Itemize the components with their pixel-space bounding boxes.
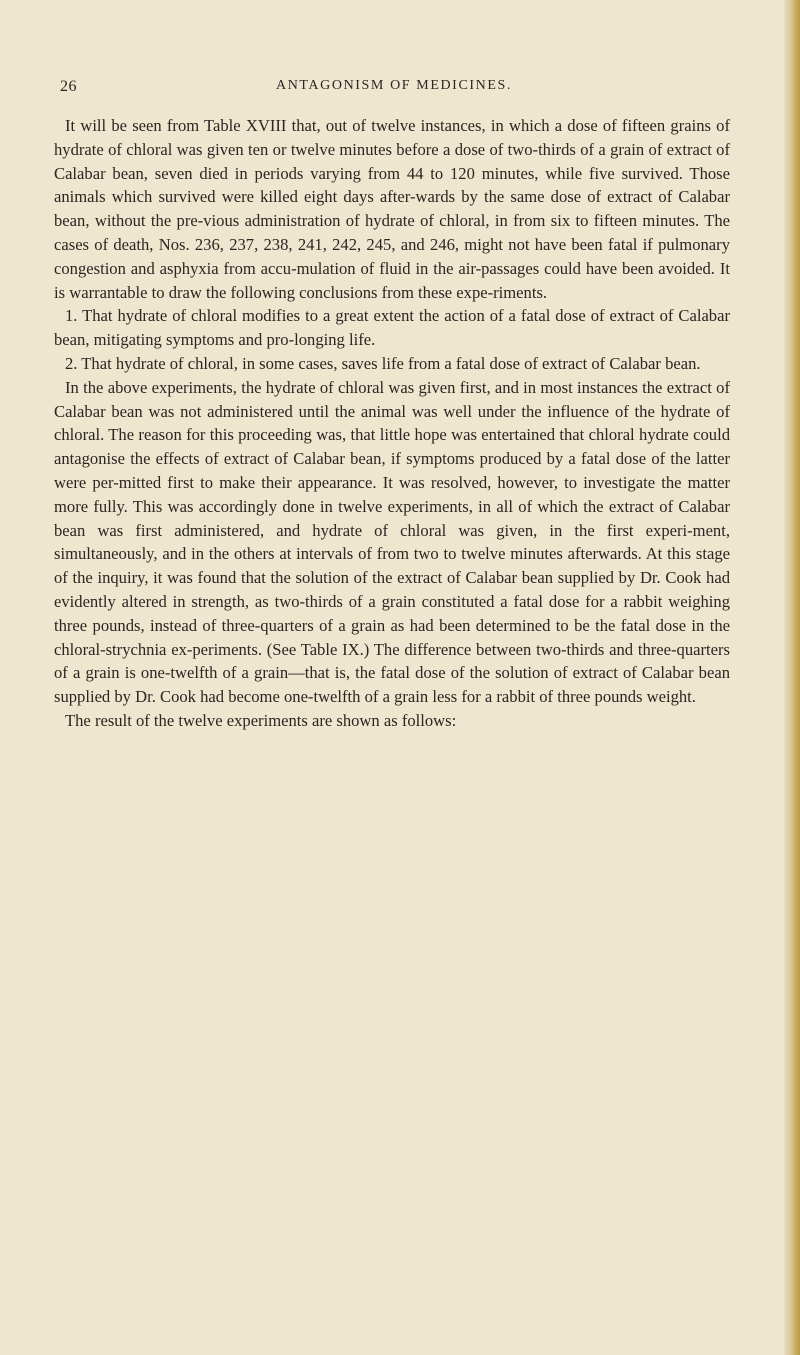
running-title: ANTAGONISM OF MEDICINES. xyxy=(275,78,512,93)
page-edge xyxy=(784,0,800,1355)
paragraph-conclusion-1: 1. That hydrate of chloral modifies to a great extent the action of a fatal dose of extract of Calabar bean, mitigating symptoms and pro-longing life. xyxy=(54,306,730,350)
paragraph-results-intro: The result of the twelve experiments are shown as follows: xyxy=(65,710,457,730)
paragraph-experiment-method: In the above experiments, the hydrate of chloral was given first, and in most instances the extract of Calabar bean was not administered until the animal was well under the influence of the hydrate of chloral. The reason for this proceeding was, that little hope was entertained that chloral hydrate could antagonise the effects of extract of Calabar bean, if symptoms produced by a fatal dose of the latter were per-mitted first to make their appearance. It was resolved, however, to investigate the matter more fully. This was accordingly done in twelve experiments, in all of which the extract of Calabar bean was first administered, and hydrate of chloral was given, in the first experi-ment, simultaneously, and in the others at intervals of from two to twelve minutes afterwards. At this stage of the inquiry, it was found that the solution of the extract of Calabar bean supplied by Dr. Cook had evidently altered in strength, as two-thirds of a grain constituted a fatal dose for a rabbit weighing three pounds, instead of three-quarters of a grain as had been determined to be the fatal dose in the chloral-strychnia ex-periments. (See Table IX.) The difference between two-thirds and three-quarters of a grain is one-twelfth of a grain—that is, the fatal dose of the solution of extract of Calabar bean supplied by Dr. Cook had become one-twelfth of a grain less for a rabbit of three pounds weight. xyxy=(54,377,730,707)
paragraph-conclusion-2: 2. That hydrate of chloral, in some cases, saves life from a fatal dose of extract of Calabar bean. xyxy=(65,353,701,373)
running-head xyxy=(60,78,728,100)
body-text xyxy=(54,114,730,733)
page-number: 26 xyxy=(60,78,77,95)
paragraph-table-xviii-summary: It will be seen from Table XVIII that, out of twelve instances, in which a dose of fifteen grains of hydrate of chloral was given ten or twelve minutes before a dose of two-thirds of a grain of extract of Calabar bean, seven died in periods varying from 44 to 120 minutes, while five survived. Those animals which survived were killed eight days after-wards by the same dose of extract of Calabar bean, without the pre-vious administration of hydrate of chloral, in from six to fifteen minutes. The cases of death, Nos. 236, 237, 238, 241, 242, 245, and 246, might not have been fatal if pulmonary congestion and asphyxia from accu-mulation of fluid in the air-passages could have been avoided. It is warrantable to draw the following conclusions from these expe-riments. xyxy=(54,116,730,302)
